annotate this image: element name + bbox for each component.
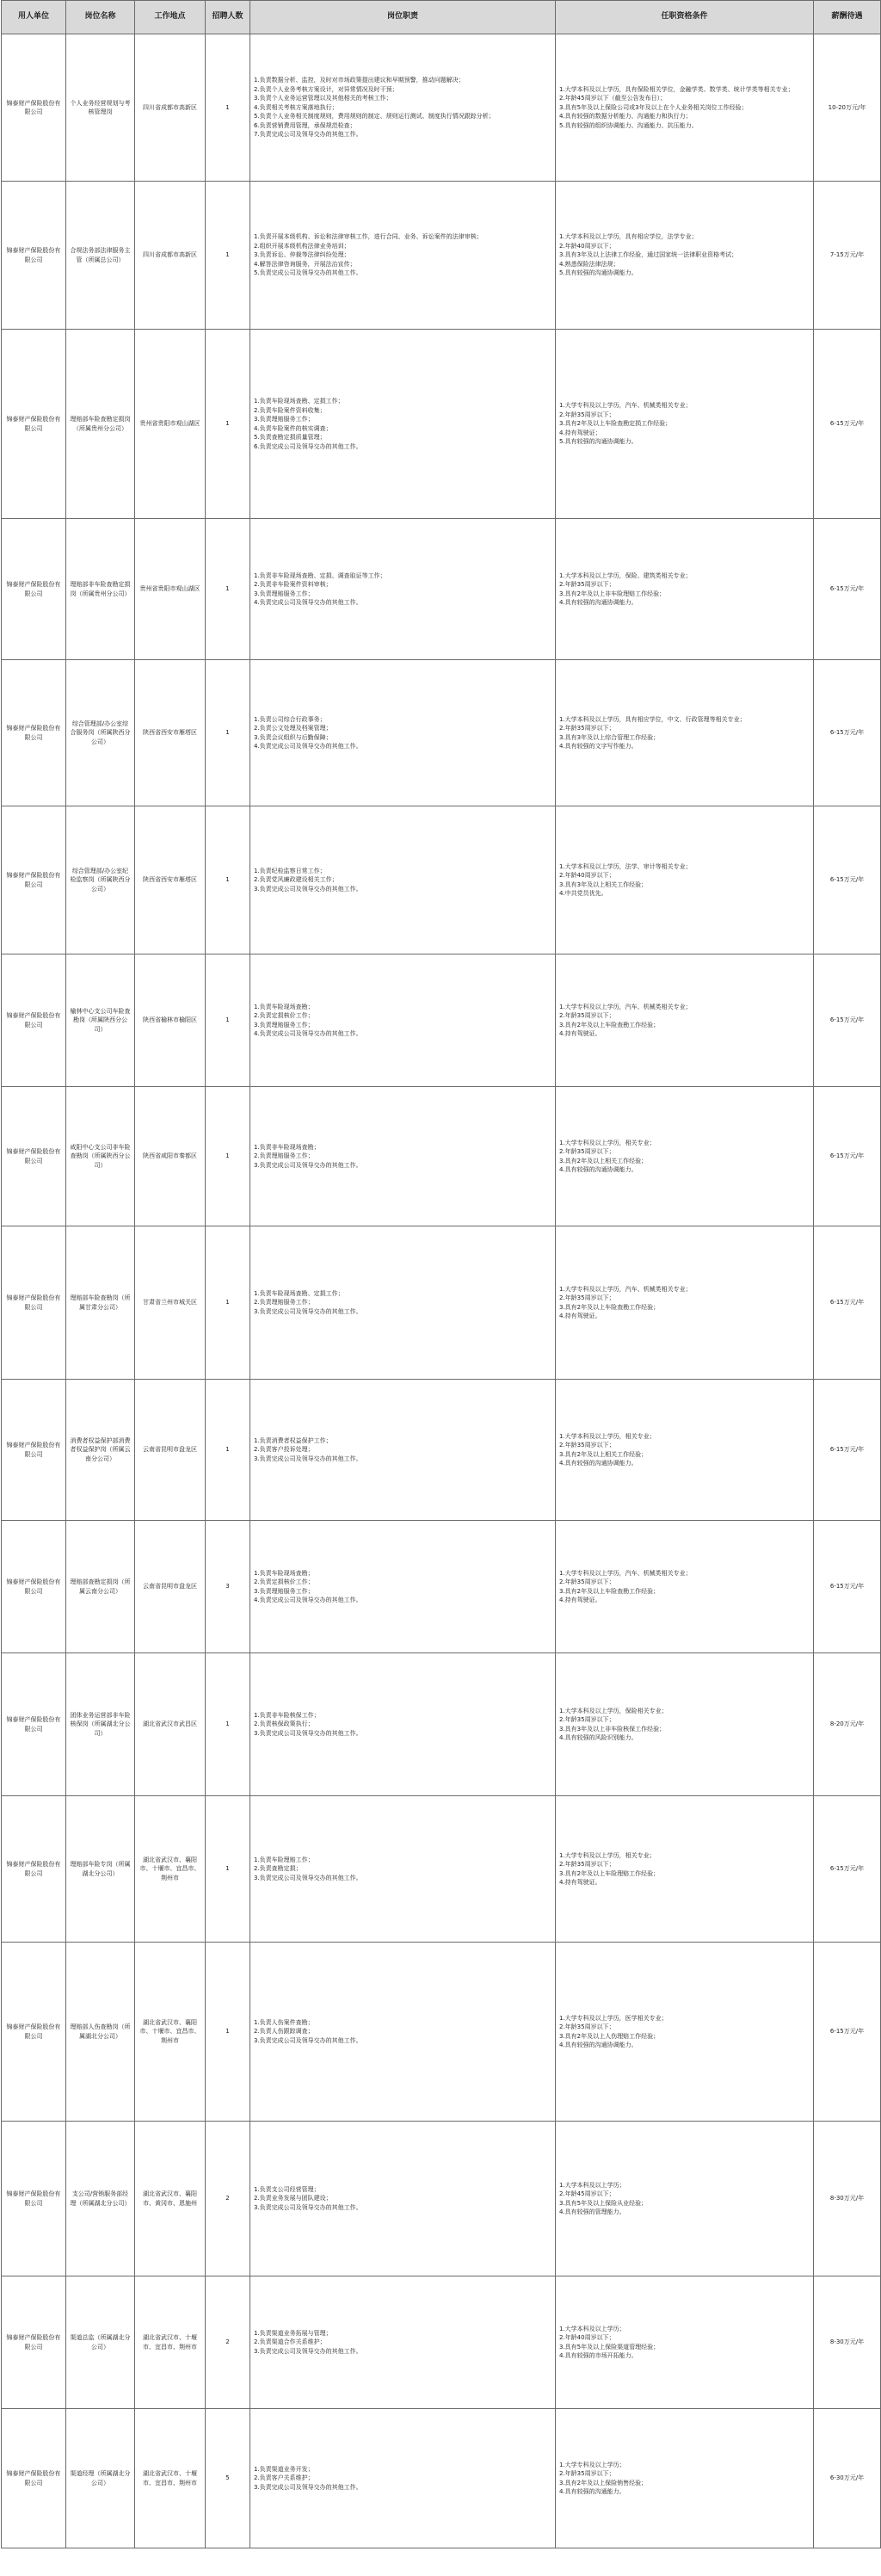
duties-cell: 1.负责纪检监察日常工作； 2.负责党风廉政建设相关工作； 3.负责完成公司及领导交办的其他工作。 — [250, 806, 556, 954]
location-cell: 贵州省贵阳市观山湖区 — [135, 519, 206, 660]
col-header-duties: 岗位职责 — [250, 1, 556, 34]
location-cell: 湖北省武汉市、十堰市、宜昌市、荆州市 — [135, 2409, 206, 2548]
qualifications-cell: 1.大学本科及以上学历，相关专业； 2.年龄35周岁以下； 3.具有2年及以上相关工作经验； 4.具有较强的沟通协调能力。 — [556, 1380, 814, 1521]
position-cell: 理赔部车险查勘岗（所属甘肃分公司） — [66, 1226, 135, 1380]
duties-cell: 1.负责车险现场查勘； 2.负责定损核价工作； 3.负责理赔服务工作； 4.负责完成公司及领导交办的其他工作。 — [250, 954, 556, 1087]
duties-cell: 1.负责非车险核保工作； 2.负责核保政策执行； 3.负责完成公司及领导交办的其他工作。 — [250, 1653, 556, 1796]
location-cell: 湖北省武汉市、十堰市、宜昌市、荆州市 — [135, 2276, 206, 2409]
duties-cell: 1.负责车险现场查勘、定损工作； 2.负责理赔服务工作； 3.负责完成公司及领导交办的其他工作。 — [250, 1226, 556, 1380]
count-cell: 2 — [206, 2122, 250, 2276]
unit-cell: 锦泰财产保险股份有限公司 — [2, 1087, 66, 1226]
qualifications-cell: 1.大学本科及以上学历，法学、审计等相关专业； 2.年龄40周岁以下； 3.具有3年及以上相关工作经验； 4.中共党员优先。 — [556, 806, 814, 954]
position-cell: 综合管理部/办公室纪检监察岗（所属陕西分公司） — [66, 806, 135, 954]
duties-cell: 1.负责非车险现场查勘； 2.负责理赔服务工作； 3.负责完成公司及领导交办的其他工作。 — [250, 1087, 556, 1226]
count-cell: 1 — [206, 660, 250, 806]
pay-cell: 6-15万元/年 — [814, 330, 881, 519]
count-cell: 1 — [206, 1796, 250, 1943]
unit-cell: 锦泰财产保险股份有限公司 — [2, 660, 66, 806]
count-cell: 1 — [206, 1226, 250, 1380]
header-row — [2, 1, 881, 34]
col-header-unit: 用人单位 — [2, 1, 66, 34]
location-cell: 陕西省西安市雁塔区 — [135, 660, 206, 806]
position-cell: 咸阳中心支公司非车险查勘岗（所属陕西分公司） — [66, 1087, 135, 1226]
pay-cell: 10-20万元/年 — [814, 34, 881, 182]
count-cell: 1 — [206, 1380, 250, 1521]
qualifications-cell: 1.大学本科及以上学历，具有相应学位，法学专业； 2.年龄40周岁以下； 3.具有3年及以上法律工作经验，通过国家统一法律职业资格考试； 4.熟悉保险法律法规； 5.具有较强的沟通协调能力。 — [556, 182, 814, 330]
duties-cell: 1.负责渠道业务拓展与管理； 2.负责渠道合作关系维护； 3.负责完成公司及领导交办的其他工作。 — [250, 2276, 556, 2409]
qualifications-cell: 1.大学专科及以上学历，汽车、机械类相关专业； 2.年龄35周岁以下； 3.具有2年及以上车险查勘工作经验； 4.持有驾驶证。 — [556, 1226, 814, 1380]
pay-cell: 6-15万元/年 — [814, 806, 881, 954]
table-row — [2, 1796, 881, 1943]
position-cell: 渠道总监（所属湖北分公司） — [66, 2276, 135, 2409]
qualifications-cell: 1.大学专科及以上学历，医学相关专业； 2.年龄35周岁以下； 3.具有2年及以上人伤理赔工作经验； 4.具有较强的沟通协调能力。 — [556, 1943, 814, 2122]
pay-cell: 6-30万元/年 — [814, 2409, 881, 2548]
position-cell: 消费者权益保护部消费者权益保护岗（所属云南分公司） — [66, 1380, 135, 1521]
location-cell: 陕西省榆林市榆阳区 — [135, 954, 206, 1087]
position-cell: 综合管理部/办公室综合服务岗（所属陕西分公司） — [66, 660, 135, 806]
unit-cell: 锦泰财产保险股份有限公司 — [2, 2409, 66, 2548]
location-cell: 云南省昆明市盘龙区 — [135, 1521, 206, 1653]
pay-cell: 8-30万元/年 — [814, 2276, 881, 2409]
duties-cell: 1.负责车险现场查勘、定损工作； 2.负责车险案件资料收集； 3.负责理赔服务工作； 4.负责车险案件的核实调查； 5.负责查勘定损质量管理； 6.负责完成公司及领导交办的其他工作。 — [250, 330, 556, 519]
location-cell: 陕西省西安市雁塔区 — [135, 806, 206, 954]
table-row — [2, 1943, 881, 2122]
table-row — [2, 2276, 881, 2409]
unit-cell: 锦泰财产保险股份有限公司 — [2, 954, 66, 1087]
location-cell: 陕西省咸阳市秦都区 — [135, 1087, 206, 1226]
pay-cell: 6-15万元/年 — [814, 1521, 881, 1653]
table-row — [2, 1226, 881, 1380]
location-cell: 四川省成都市高新区 — [135, 182, 206, 330]
qualifications-cell: 1.大学专科及以上学历，相关专业； 2.年龄35周岁以下； 3.具有2年及以上车险理赔工作经验； 4.持有驾驶证。 — [556, 1796, 814, 1943]
duties-cell: 1.负责数据分析、监控，及时对市场政策提出建议和早期预警，推动问题解决； 2.负责个人业务考核方案设计，对异常情况及时干预； 3.负责个人业务运营管理以及其他相关的考核工作； 4.负责相关考核方案落地执行； 5.负责个人业务相关制度规则，费用规则的制定、规则运行测试、制度执行情况跟踪分析； 6.负责营销费用管理，承保规范检查； 7.负责完成公司及领导交办的其他工作。 — [250, 34, 556, 182]
position-cell: 支公司/营销服务部经理（所属湖北分公司） — [66, 2122, 135, 2276]
pay-cell: 6-15万元/年 — [814, 954, 881, 1087]
position-cell: 理赔部人伤查勘岗（所属湖北分公司） — [66, 1943, 135, 2122]
duties-cell: 1.负责车险理赔工作； 2.负责查勘定损； 3.负责完成公司及领导交办的其他工作。 — [250, 1796, 556, 1943]
qualifications-cell: 1.大学本科及以上学历，具有保险相关学位，金融学类、数学类、统计学类等相关专业； 2.年龄45周岁以下（截至公告发布日）； 3.具有5年及以上保险公司或3年及以上在个人业务相关岗位工作经验； 4.具有较强的数据分析能力、沟通能力和执行力； 5.具有较强的组织协调能力、沟通能力、抗压能力。 — [556, 34, 814, 182]
duties-cell: 1.负责消费者权益保护工作； 2.负责客户投诉处理； 3.负责完成公司及领导交办的其他工作。 — [250, 1380, 556, 1521]
location-cell: 云南省昆明市盘龙区 — [135, 1380, 206, 1521]
unit-cell: 锦泰财产保险股份有限公司 — [2, 1653, 66, 1796]
qualifications-cell: 1.大学本科及以上学历，保险相关专业； 2.年龄35周岁以下； 3.具有3年及以上非车险核保工作经验； 4.具有较强的风险识别能力。 — [556, 1653, 814, 1796]
count-cell: 1 — [206, 182, 250, 330]
unit-cell: 锦泰财产保险股份有限公司 — [2, 1380, 66, 1521]
table-row — [2, 1653, 881, 1796]
table-row — [2, 519, 881, 660]
position-cell: 理赔部查勘定损岗（所属云南分公司） — [66, 1521, 135, 1653]
col-header-count: 招聘人数 — [206, 1, 250, 34]
col-header-pay: 薪酬待遇 — [814, 1, 881, 34]
table-row — [2, 660, 881, 806]
duties-cell: 1.负责车险现场查勘； 2.负责定损核价工作； 3.负责理赔服务工作； 4.负责完成公司及领导交办的其他工作。 — [250, 1521, 556, 1653]
unit-cell: 锦泰财产保险股份有限公司 — [2, 330, 66, 519]
table-row — [2, 2409, 881, 2548]
duties-cell: 1.负责人伤案件查勘； 2.负责人伤跟踪调查； 3.负责完成公司及领导交办的其他工作。 — [250, 1943, 556, 2122]
position-cell: 合规法务部法律服务主管（所属总公司） — [66, 182, 135, 330]
duties-cell: 1.负责非车险现场查勘、定损、调查取证等工作； 2.负责非车险案件资料审核； 3.负责理赔服务工作； 4.负责完成公司及领导交办的其他工作。 — [250, 519, 556, 660]
count-cell: 1 — [206, 519, 250, 660]
count-cell: 5 — [206, 2409, 250, 2548]
unit-cell: 锦泰财产保险股份有限公司 — [2, 806, 66, 954]
position-cell: 理赔部车险查勘定损岗（所属贵州分公司） — [66, 330, 135, 519]
qualifications-cell: 1.大学专科及以上学历，汽车、机械类相关专业； 2.年龄35周岁以下； 3.具有2年及以上车险查勘定损工作经验； 4.持有驾驶证； 5.具有较强的沟通协调能力。 — [556, 330, 814, 519]
pay-cell: 8-20万元/年 — [814, 1653, 881, 1796]
qualifications-cell: 1.大学专科及以上学历，汽车、机械类相关专业； 2.年龄35周岁以下； 3.具有2年及以上车险查勘工作经验； 4.持有驾驶证。 — [556, 954, 814, 1087]
table-row — [2, 2122, 881, 2276]
count-cell: 1 — [206, 1653, 250, 1796]
pay-cell: 6-15万元/年 — [814, 1380, 881, 1521]
qualifications-cell: 1.大学本科及以上学历； 2.年龄45周岁以下； 3.具有5年及以上保险从业经验； 4.具有较强的管理能力。 — [556, 2122, 814, 2276]
pay-cell: 6-15万元/年 — [814, 1226, 881, 1380]
unit-cell: 锦泰财产保险股份有限公司 — [2, 2122, 66, 2276]
location-cell: 甘肃省兰州市城关区 — [135, 1226, 206, 1380]
count-cell: 1 — [206, 34, 250, 182]
table-row — [2, 34, 881, 182]
table-row — [2, 1087, 881, 1226]
position-cell: 理赔部非车险查勘定损岗（所属贵州分公司） — [66, 519, 135, 660]
qualifications-cell: 1.大学本科及以上学历，具有相应学位，中文、行政管理等相关专业； 2.年龄35周岁以下； 3.具有3年及以上综合管理工作经验； 4.具有较强的文字写作能力。 — [556, 660, 814, 806]
count-cell: 1 — [206, 1943, 250, 2122]
duties-cell: 1.负责开展本级机构、诉讼和法律审核工作，进行合同、业务、诉讼案件的法律审核； 2.组织开展本级机构法律业务培训； 3.负责诉讼、仲裁等法律纠纷处理； 4.解答法律咨询服务，开展法治宣传； 5.负责完成公司及领导交办的其他工作。 — [250, 182, 556, 330]
unit-cell: 锦泰财产保险股份有限公司 — [2, 182, 66, 330]
pay-cell: 6-15万元/年 — [814, 1943, 881, 2122]
duties-cell: 1.负责公司综合行政事务； 2.负责公文处理及档案管理； 3.负责会议组织与后勤保障； 4.负责完成公司及领导交办的其他工作。 — [250, 660, 556, 806]
count-cell: 1 — [206, 806, 250, 954]
pay-cell: 6-15万元/年 — [814, 1796, 881, 1943]
pay-cell: 7-15万元/年 — [814, 182, 881, 330]
location-cell: 湖北省武汉市、襄阳市、十堰市、宜昌市、荆州市 — [135, 1796, 206, 1943]
col-header-qualifications: 任职资格条件 — [556, 1, 814, 34]
pay-cell: 6-15万元/年 — [814, 1087, 881, 1226]
unit-cell: 锦泰财产保险股份有限公司 — [2, 519, 66, 660]
count-cell: 3 — [206, 1521, 250, 1653]
position-cell: 榆林中心支公司车险查勘岗（所属陕西分公司） — [66, 954, 135, 1087]
pay-cell: 6-15万元/年 — [814, 519, 881, 660]
unit-cell: 锦泰财产保险股份有限公司 — [2, 1943, 66, 2122]
position-cell: 渠道经理（所属湖北分公司） — [66, 2409, 135, 2548]
qualifications-cell: 1.大学本科及以上学历； 2.年龄40周岁以下； 3.具有5年及以上保险渠道管理经验； 4.具有较强的市场开拓能力。 — [556, 2276, 814, 2409]
pay-cell: 8-30万元/年 — [814, 2122, 881, 2276]
qualifications-cell: 1.大学专科及以上学历，汽车、机械类相关专业； 2.年龄35周岁以下； 3.具有2年及以上车险查勘工作经验； 4.持有驾驶证。 — [556, 1521, 814, 1653]
location-cell: 四川省成都市高新区 — [135, 34, 206, 182]
recruitment-table — [1, 0, 881, 2548]
qualifications-cell: 1.大学专科及以上学历； 2.年龄35周岁以下； 3.具有2年及以上保险销售经验； 4.具有较强的沟通能力。 — [556, 2409, 814, 2548]
table-row — [2, 806, 881, 954]
unit-cell: 锦泰财产保险股份有限公司 — [2, 2276, 66, 2409]
col-header-location: 工作地点 — [135, 1, 206, 34]
table-row — [2, 954, 881, 1087]
count-cell: 1 — [206, 330, 250, 519]
qualifications-cell: 1.大学专科及以上学历，相关专业； 2.年龄35周岁以下； 3.具有2年及以上相关工作经验； 4.具有较强的沟通协调能力。 — [556, 1087, 814, 1226]
table-row — [2, 182, 881, 330]
unit-cell: 锦泰财产保险股份有限公司 — [2, 1796, 66, 1943]
pay-cell: 6-15万元/年 — [814, 660, 881, 806]
unit-cell: 锦泰财产保险股份有限公司 — [2, 1226, 66, 1380]
count-cell: 2 — [206, 2276, 250, 2409]
location-cell: 湖北省武汉市、襄阳市、黄冈市、恩施州 — [135, 2122, 206, 2276]
duties-cell: 1.负责支公司经营管理； 2.负责业务发展与团队建设； 3.负责完成公司及领导交办的其他工作。 — [250, 2122, 556, 2276]
unit-cell: 锦泰财产保险股份有限公司 — [2, 1521, 66, 1653]
unit-cell: 锦泰财产保险股份有限公司 — [2, 34, 66, 182]
position-cell: 理赔部车险专岗（所属湖北分公司） — [66, 1796, 135, 1943]
location-cell: 湖北省武汉市、襄阳市、十堰市、宜昌市、荆州市 — [135, 1943, 206, 2122]
count-cell: 1 — [206, 1087, 250, 1226]
table-row — [2, 1380, 881, 1521]
qualifications-cell: 1.大学本科及以上学历，保险、建筑类相关专业； 2.年龄35周岁以下； 3.具有2年及以上非车险理赔工作经验； 4.具有较强的沟通协调能力。 — [556, 519, 814, 660]
position-cell: 个人业务经营规划与考核管理岗 — [66, 34, 135, 182]
duties-cell: 1.负责渠道业务开发； 2.负责客户关系维护； 3.负责完成公司及领导交办的其他工作。 — [250, 2409, 556, 2548]
location-cell: 贵州省贵阳市观山湖区 — [135, 330, 206, 519]
position-cell: 团体业务运营部非车险核保岗（所属湖北分公司） — [66, 1653, 135, 1796]
location-cell: 湖北省武汉市武昌区 — [135, 1653, 206, 1796]
table-row — [2, 1521, 881, 1653]
count-cell: 1 — [206, 954, 250, 1087]
col-header-position: 岗位名称 — [66, 1, 135, 34]
table-row — [2, 330, 881, 519]
